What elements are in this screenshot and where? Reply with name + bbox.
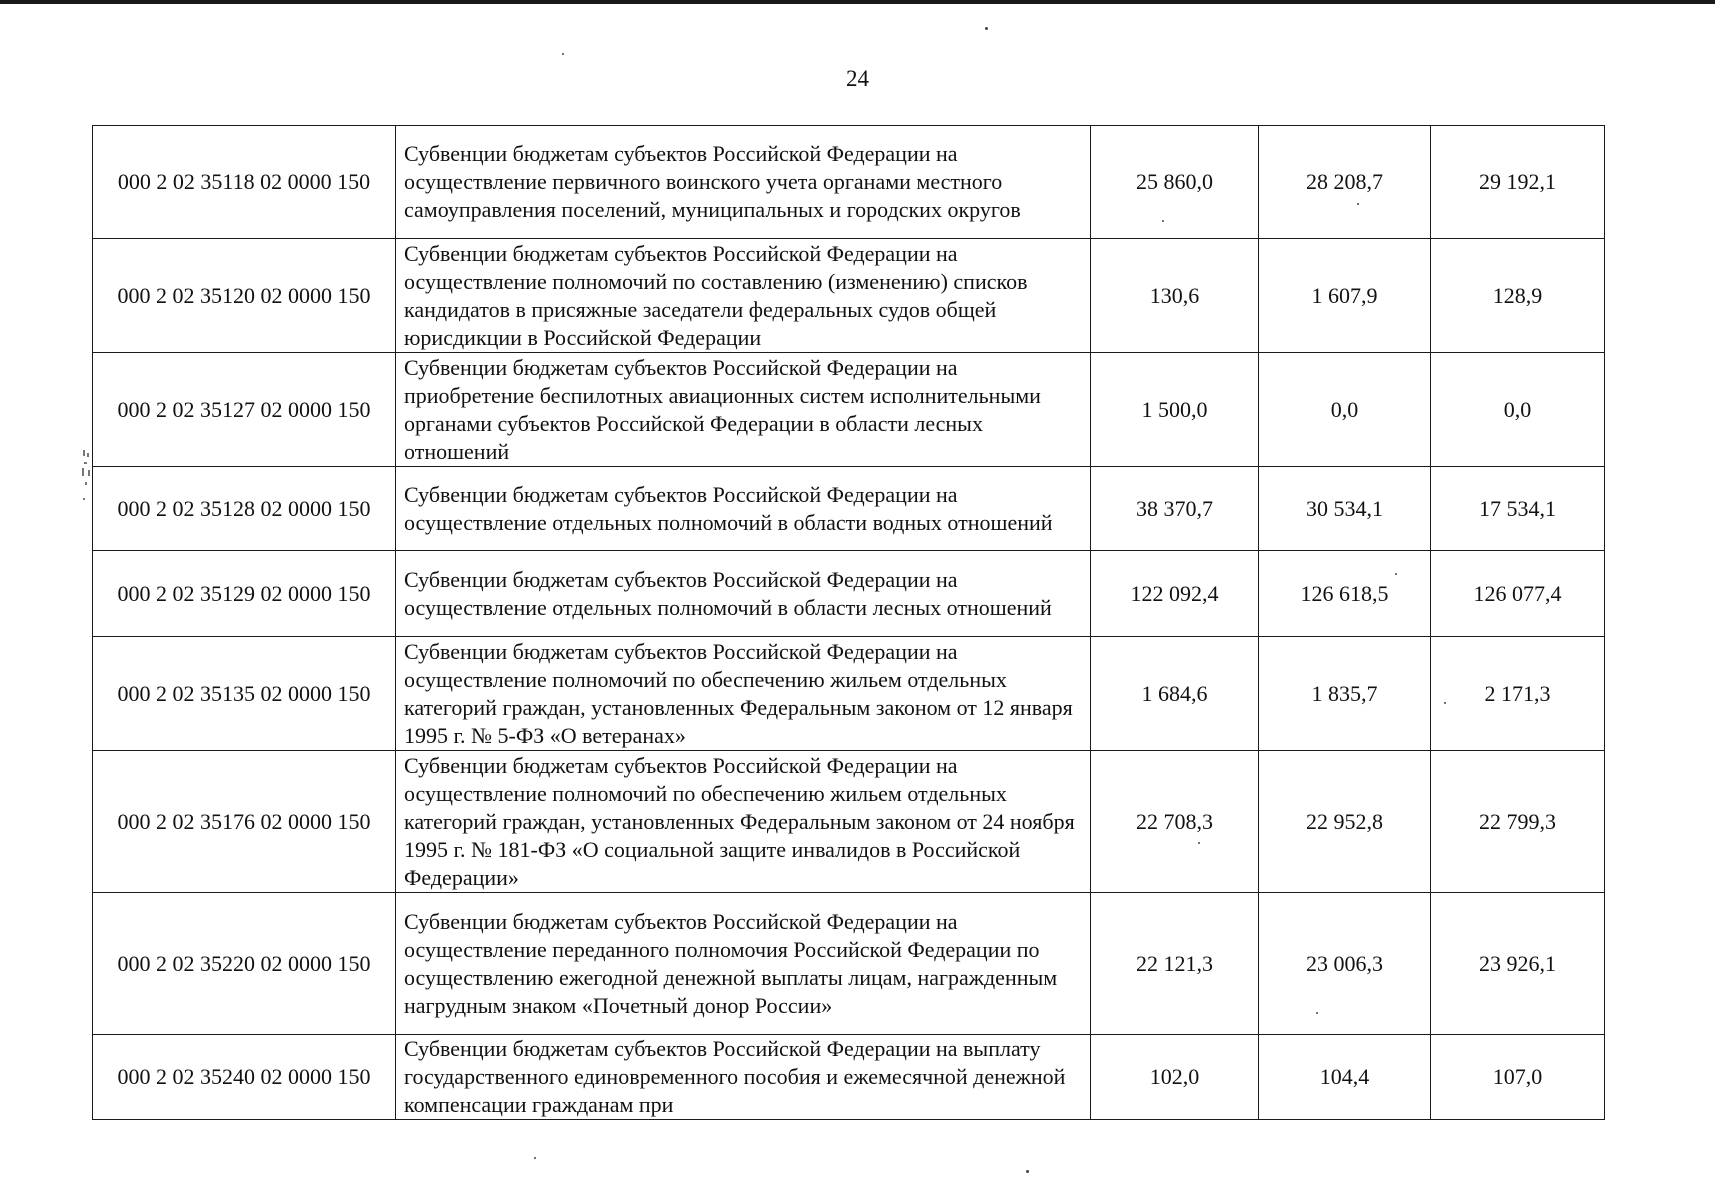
amount-year-2: 1 835,7	[1259, 637, 1431, 751]
table-row	[93, 637, 1605, 751]
budget-code: 000 2 02 35176 02 0000 150	[93, 751, 396, 893]
budget-code: 000 2 02 35220 02 0000 150	[93, 893, 396, 1035]
scan-speck	[1357, 203, 1359, 205]
scan-speck	[1198, 842, 1200, 844]
scan-speck	[985, 27, 988, 30]
budget-table	[92, 125, 1605, 1120]
amount-year-2: 126 618,5	[1259, 551, 1431, 637]
row-description: Субвенции бюджетам субъектов Российской Федерации на осуществление первичного воинского учета органами местного самоуправления поселений, муниципальных и городских округов	[396, 126, 1091, 239]
budget-code: 000 2 02 35135 02 0000 150	[93, 637, 396, 751]
amount-year-1: 102,0	[1091, 1035, 1259, 1120]
budget-code: 000 2 02 35240 02 0000 150	[93, 1035, 396, 1120]
row-description: Субвенции бюджетам субъектов Российской Федерации на осуществление отдельных полномочий в области водных отношений	[396, 467, 1091, 551]
amount-year-1: 25 860,0	[1091, 126, 1259, 239]
scan-speck	[1316, 1012, 1318, 1014]
amount-year-1: 1 500,0	[1091, 353, 1259, 467]
amount-year-3: 128,9	[1431, 239, 1605, 353]
amount-year-3: 22 799,3	[1431, 751, 1605, 893]
amount-year-1: 122 092,4	[1091, 551, 1259, 637]
row-description: Субвенции бюджетам субъектов Российской Федерации на осуществление отдельных полномочий в области лесных отношений	[396, 551, 1091, 637]
table-row	[93, 551, 1605, 637]
table-row	[93, 126, 1605, 239]
amount-year-2: 22 952,8	[1259, 751, 1431, 893]
amount-year-2: 0,0	[1259, 353, 1431, 467]
scan-top-edge	[0, 0, 1715, 4]
budget-code: 000 2 02 35128 02 0000 150	[93, 467, 396, 551]
budget-code: 000 2 02 35129 02 0000 150	[93, 551, 396, 637]
scan-speck	[1162, 220, 1164, 222]
row-description: Субвенции бюджетам субъектов Российской Федерации на осуществление полномочий по обеспечению жильем отдельных категорий граждан, установленных Федеральным законом от 24 ноября 1995 г. № 181-ФЗ «О социальной защите инвалидов в Российской Федерации»	[396, 751, 1091, 893]
amount-year-3: 0,0	[1431, 353, 1605, 467]
scan-speck	[1026, 1170, 1029, 1173]
amount-year-1: 38 370,7	[1091, 467, 1259, 551]
row-description: Субвенции бюджетам субъектов Российской Федерации на выплату государственного единовременного пособия и ежемесячной денежной компенсации гражданам при	[396, 1035, 1091, 1120]
amount-year-1: 1 684,6	[1091, 637, 1259, 751]
amount-year-1: 130,6	[1091, 239, 1259, 353]
amount-year-3: 107,0	[1431, 1035, 1605, 1120]
amount-year-3: 126 077,4	[1431, 551, 1605, 637]
table-row	[93, 353, 1605, 467]
amount-year-2: 28 208,7	[1259, 126, 1431, 239]
amount-year-1: 22 708,3	[1091, 751, 1259, 893]
scan-speck	[1395, 573, 1397, 575]
budget-code: 000 2 02 35127 02 0000 150	[93, 353, 396, 467]
row-description: Субвенции бюджетам субъектов Российской Федерации на осуществление полномочий по обеспечению жильем отдельных категорий граждан, установленных Федеральным законом от 12 января 1995 г. № 5-ФЗ «О ветеранах»	[396, 637, 1091, 751]
amount-year-2: 104,4	[1259, 1035, 1431, 1120]
amount-year-3: 29 192,1	[1431, 126, 1605, 239]
row-description: Субвенции бюджетам субъектов Российской Федерации на приобретение беспилотных авиационных систем исполнительными органами субъектов Российской Федерации в области лесных отношений	[396, 353, 1091, 467]
margin-scan-mark	[80, 448, 92, 508]
amount-year-2: 30 534,1	[1259, 467, 1431, 551]
scan-speck	[562, 53, 564, 55]
table-row	[93, 751, 1605, 893]
budget-code: 000 2 02 35118 02 0000 150	[93, 126, 396, 239]
table-row	[93, 467, 1605, 551]
amount-year-2: 23 006,3	[1259, 893, 1431, 1035]
table-row	[93, 1035, 1605, 1120]
table-row	[93, 239, 1605, 353]
row-description: Субвенции бюджетам субъектов Российской Федерации на осуществление переданного полномочия Российской Федерации по осуществлению ежегодной денежной выплаты лицам, награжденным нагрудным знаком «Почетный донор России»	[396, 893, 1091, 1035]
row-description: Субвенции бюджетам субъектов Российской Федерации на осуществление полномочий по составлению (изменению) списков кандидатов в присяжные заседатели федеральных судов общей юрисдикции в Российской Федерации	[396, 239, 1091, 353]
scan-speck	[534, 1157, 536, 1159]
page-number: 24	[846, 66, 869, 91]
amount-year-2: 1 607,9	[1259, 239, 1431, 353]
table-row	[93, 893, 1605, 1035]
amount-year-3: 2 171,3	[1431, 637, 1605, 751]
budget-code: 000 2 02 35120 02 0000 150	[93, 239, 396, 353]
amount-year-3: 23 926,1	[1431, 893, 1605, 1035]
scan-speck	[1444, 702, 1446, 704]
amount-year-3: 17 534,1	[1431, 467, 1605, 551]
amount-year-1: 22 121,3	[1091, 893, 1259, 1035]
